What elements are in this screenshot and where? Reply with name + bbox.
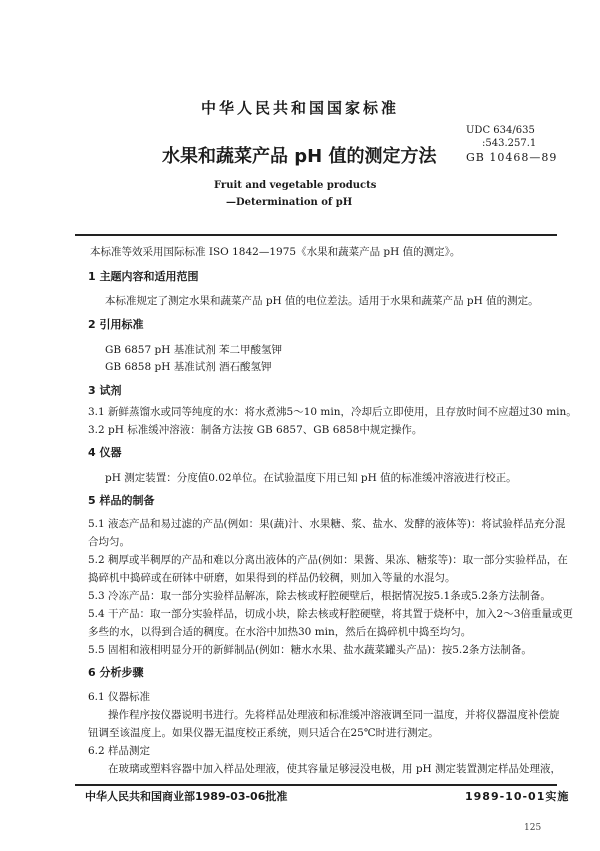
clause: 5.1 液态产品和易过滤的产品(例如：果(蔬)汁、水果糖、浆、盐水、发酵的液体等)：将试验样品充分混 — [88, 518, 566, 530]
section-heading: 3 试剂 — [88, 384, 122, 397]
paragraph: 在玻璃或塑料容器中加入样品处理液，使其容量足够浸没电极，用 pH 测定装置测定样品处理液， — [108, 763, 562, 775]
english-title: Fruit and vegetable products — [214, 180, 377, 191]
paragraph: pH 测定装置：分度值0.02单位。在试验温度下用已知 pH 值的标准缓冲溶液进行校正。 — [105, 472, 517, 484]
section-heading: 6 分析步骤 — [88, 666, 144, 679]
section-heading: 2 引用标准 — [88, 318, 144, 331]
paragraph-continued: 钮调至该温度上。如果仪器无温度校正系统，则只适合在25℃时进行测定。 — [88, 727, 439, 739]
clause: 5.2 稠厚或半稠厚的产品和难以分离出液体的产品(例如：果酱、果冻、糖浆等)：取一部分实验样品，在 — [88, 554, 568, 566]
clause: 3.1 新鲜蒸馏水或同等纯度的水：将水煮沸5～10 min，冷却后立即使用，且存放时间不应超过30 min。 — [88, 406, 577, 418]
subclause-heading: 6.2 样品测定 — [88, 745, 151, 757]
udc-code-continued: :543.257.1 — [482, 138, 537, 149]
section-heading: 1 主题内容和适用范围 — [88, 270, 199, 283]
page-number: 125 — [524, 823, 542, 833]
section-heading: 5 样品的制备 — [88, 494, 155, 507]
reference-item: GB 6857 pH 基准试剂 苯二甲酸氢钾 — [105, 344, 283, 356]
standard-number: GB 10468—89 — [466, 151, 558, 164]
footer-divider — [75, 784, 557, 786]
approval-note: 中华人民共和国商业部1989-03-06批准 — [85, 790, 288, 803]
clause: 5.3 冷冻产品：取一部分实验样品解冻，除去核或籽腔硬壁后，根据情况按5.1条或5.2条方法制备。 — [88, 590, 551, 602]
header-divider — [75, 234, 557, 236]
document-title: 水果和蔬菜产品 pH 值的测定方法 — [162, 146, 437, 167]
clause: 5.4 干产品：取一部分实验样品，切成小块，除去核或籽腔硬壁，将其置于烧杯中，加入2～3倍重量或更 — [88, 608, 573, 620]
clause: 3.2 pH 标准缓冲溶液：制备方法按 GB 6857、GB 6858中规定操作。 — [88, 424, 423, 436]
paragraph: 本标准规定了测定水果和蔬菜产品 pH 值的电位差法。适用于水果和蔬菜产品 pH 值的测定。 — [105, 295, 539, 307]
preface: 本标准等效采用国际标准 ISO 1842—1975《水果和蔬菜产品 pH 值的测定》。 — [90, 246, 461, 258]
effective-date: 1989-10-01实施 — [465, 790, 570, 803]
english-subtitle: —Determination of pH — [226, 197, 353, 208]
subclause-heading: 6.1 仪器标准 — [88, 691, 151, 703]
reference-item: GB 6858 pH 基准试剂 酒石酸氢钾 — [105, 361, 272, 373]
paragraph: 操作程序按仪器说明书进行。先将样品处理液和标准缓冲溶液调至同一温度，并将仪器温度补偿旋 — [108, 709, 560, 721]
section-heading: 4 仪器 — [88, 446, 122, 459]
standard-category: 中华人民共和国国家标准 — [200, 99, 399, 117]
clause-continued: 捣碎机中捣碎或在研钵中研磨，如果得到的样品仍较稠，则加入等量的水混匀。 — [88, 572, 456, 584]
clause: 5.5 固相和液相明显分开的新鲜制品(例如：糖水水果、盐水蔬菜罐头产品)：按5.2条方法制备。 — [88, 644, 532, 656]
clause-continued: 多些的水，以得到合适的稠度。在水浴中加热30 min，然后在捣碎机中捣至均匀。 — [88, 626, 472, 638]
clause-continued: 合均匀。 — [88, 536, 130, 548]
udc-code: UDC 634/635 — [466, 125, 535, 136]
